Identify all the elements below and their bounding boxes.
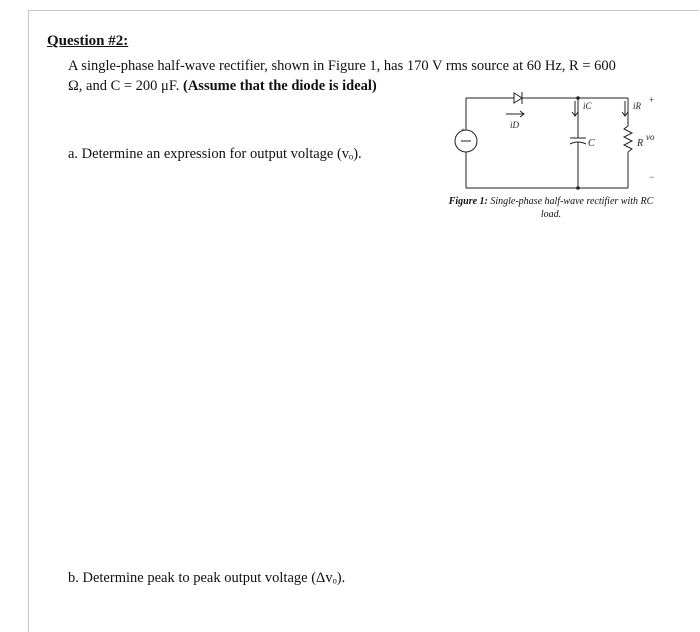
figure-caption-text: Single-phase half-wave rectifier with RC load. (487, 196, 654, 220)
question-title: Question #2: (47, 33, 129, 49)
diode-current-label: iD (510, 120, 519, 130)
diode-assumption: (Assume that the diode is ideal) (183, 78, 377, 94)
part-b-question: b. Determine peak to peak output voltage (Δvₒ). (68, 570, 346, 586)
source-plus-label: + (461, 126, 465, 134)
top-node-dot (576, 96, 580, 100)
diode-icon (514, 92, 522, 104)
resistor-label: R (637, 138, 644, 149)
problem-statement-values: Ω, and C = 200 μF. (68, 78, 183, 94)
output-voltage-label: vo (646, 132, 655, 142)
figure-caption (446, 195, 656, 221)
bottom-node-dot (576, 186, 580, 190)
problem-statement-line-2 (68, 78, 377, 95)
output-minus-label: − (649, 172, 655, 182)
resistor-current-label: iR (633, 101, 641, 111)
capacitor-label: C (588, 138, 595, 149)
output-plus-label: + (649, 95, 655, 105)
problem-statement-line-1: A single-phase half-wave rectifier, shown in Figure 1, has 170 V rms source at 60 Hz, R = 600 (68, 58, 616, 74)
figure-caption-label: Figure 1: (448, 196, 488, 207)
rectifier-circuit-figure (450, 86, 665, 204)
resistor-icon (624, 126, 632, 152)
part-a-question: a. Determine an expression for output voltage (vₒ). (68, 146, 362, 162)
capacitor-current-label: iC (583, 101, 592, 111)
